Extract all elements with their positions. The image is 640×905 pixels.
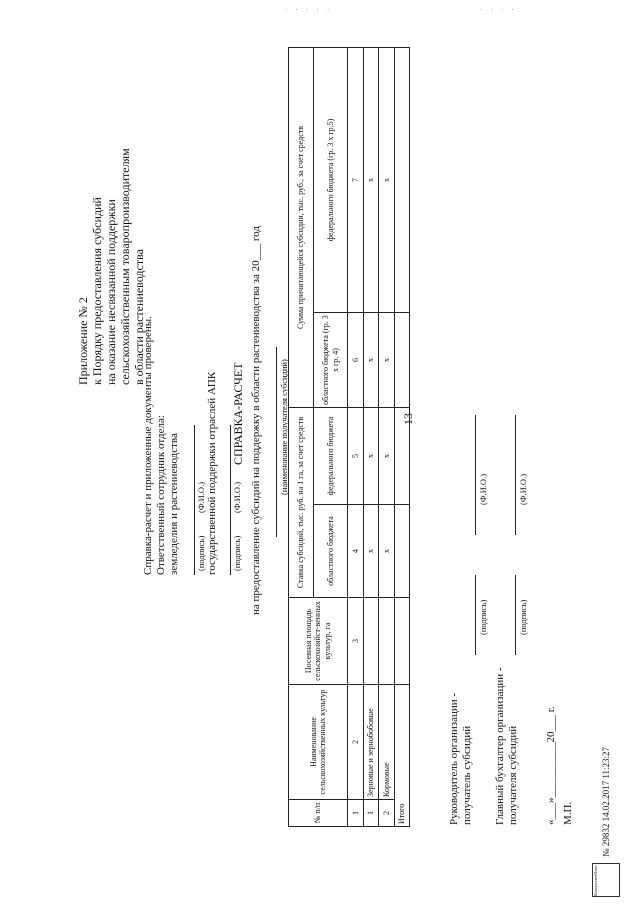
verification-line: государственной поддержки отраслей АПК [206, 371, 218, 575]
row-crop-name: Кормовые [379, 685, 394, 800]
total-cell [394, 598, 409, 685]
header-num: № п/п [289, 800, 348, 827]
row-sum-federal: x [379, 48, 394, 313]
header-sum: Сумма причитающейся субсидии, тыс. руб., за счет средств [289, 48, 314, 408]
accountant-fio-caption: (Ф.И.О.) [518, 473, 528, 505]
verifier-line-2 [230, 425, 231, 575]
row-rate-regional: x [363, 505, 378, 598]
recipient-caption: (наименование получателя субсидий) [279, 359, 289, 495]
col-number: 4 [348, 505, 363, 598]
table-row [363, 48, 378, 827]
verifier-fio-caption: (Ф.И.О.) [196, 481, 206, 513]
col-number: 7 [348, 48, 363, 313]
recipient-underline [276, 347, 277, 537]
row-rate-federal: x [379, 408, 394, 505]
appendix-line: Приложение № 2 [76, 297, 90, 385]
col-number: 6 [348, 313, 363, 408]
document-footer-id: № 29832 14.02.2017 11:23:27 [601, 746, 611, 857]
head-signature-label: Руководитель организации - получатель субсидий [448, 692, 473, 825]
row-sum-regional: x [379, 313, 394, 408]
total-cell [394, 48, 409, 313]
scan-noise: . . . . . [285, 2, 333, 12]
verification-line: земледелия и растениеводства [168, 433, 180, 575]
consultant-logo [592, 863, 620, 897]
appendix-header [76, 148, 146, 385]
verifier-sign-caption: (подпись) [232, 535, 242, 571]
accountant-signature-label: Главный бухгалтер организации - получателя субсидий [494, 667, 519, 825]
accountant-fio-line [515, 415, 516, 535]
table-total-row [394, 48, 409, 827]
date-line: «___»__________20___ г. [545, 706, 557, 825]
appendix-line: в области растениеводства [132, 249, 146, 385]
header-crop-name: Наименование сельскохозяйственных культур [289, 685, 348, 800]
header-rate-regional: областного бюджета [313, 505, 348, 598]
header-rate: Ставка субсидий, тыс. руб. на 1 га, за счет средств [289, 408, 314, 598]
row-sum-regional: x [363, 313, 378, 408]
col-number: 1 [348, 800, 363, 827]
subsidy-table [288, 47, 410, 827]
accountant-sign-caption: (подпись) [518, 599, 528, 635]
header-area: Посевная площадь сельскохозяйст-венных культур, га [289, 598, 348, 685]
row-rate-regional: x [379, 505, 394, 598]
col-number: 5 [348, 408, 363, 505]
header-sum-federal: федерального бюджета (гр. 3 х гр.5) [313, 48, 348, 313]
total-cell [394, 313, 409, 408]
row-sum-federal: x [363, 48, 378, 313]
row-area [379, 598, 394, 685]
verification-line: Ответственный сотрудник отдела: [155, 415, 167, 575]
table-row [379, 48, 394, 827]
verifier-line [194, 425, 195, 575]
col-number: 3 [348, 598, 363, 685]
document-subtitle: на предоставление субсидий на поддержку в области растениеводства за 20___ год [250, 226, 262, 615]
logo-text: КонсультантПлюс [593, 865, 598, 896]
verification-line: Справка-расчет и приложенные документы проверены. [142, 316, 154, 575]
accountant-sign-line [515, 575, 516, 655]
row-crop-name: Зерновые и зернобобовые [363, 685, 378, 800]
verifier-fio-caption: (Ф.И.О.) [232, 481, 242, 513]
row-num: 2 [379, 800, 394, 827]
row-rate-federal: x [363, 408, 378, 505]
header-sum-regional: областного бюджета (гр. 3 х гр. 4) [313, 313, 348, 408]
appendix-line: на оказание несвязанной поддержки [104, 199, 118, 385]
scan-noise: . . . . [480, 2, 517, 12]
page-number: 13 [401, 413, 415, 425]
document-title: СПРАВКА-РАСЧЕТ [231, 362, 245, 465]
head-sign-line [475, 575, 476, 655]
header-rate-federal: федерального бюджета [313, 408, 348, 505]
row-num: 1 [363, 800, 378, 827]
total-cell [394, 408, 409, 505]
head-fio-line [475, 415, 476, 535]
row-area [363, 598, 378, 685]
stamp-place: М.П. [562, 801, 574, 825]
appendix-line: сельскохозяйственным товаропроизводителям [118, 148, 132, 385]
total-cell [394, 505, 409, 598]
head-fio-caption: (Ф.И.О.) [478, 473, 488, 505]
verifier-sign-caption: (подпись) [196, 535, 206, 571]
appendix-line: к Порядку предоставления субсидий [90, 197, 104, 385]
head-sign-caption: (подпись) [478, 599, 488, 635]
total-label: Итого [394, 685, 409, 827]
col-number: 2 [348, 685, 363, 800]
